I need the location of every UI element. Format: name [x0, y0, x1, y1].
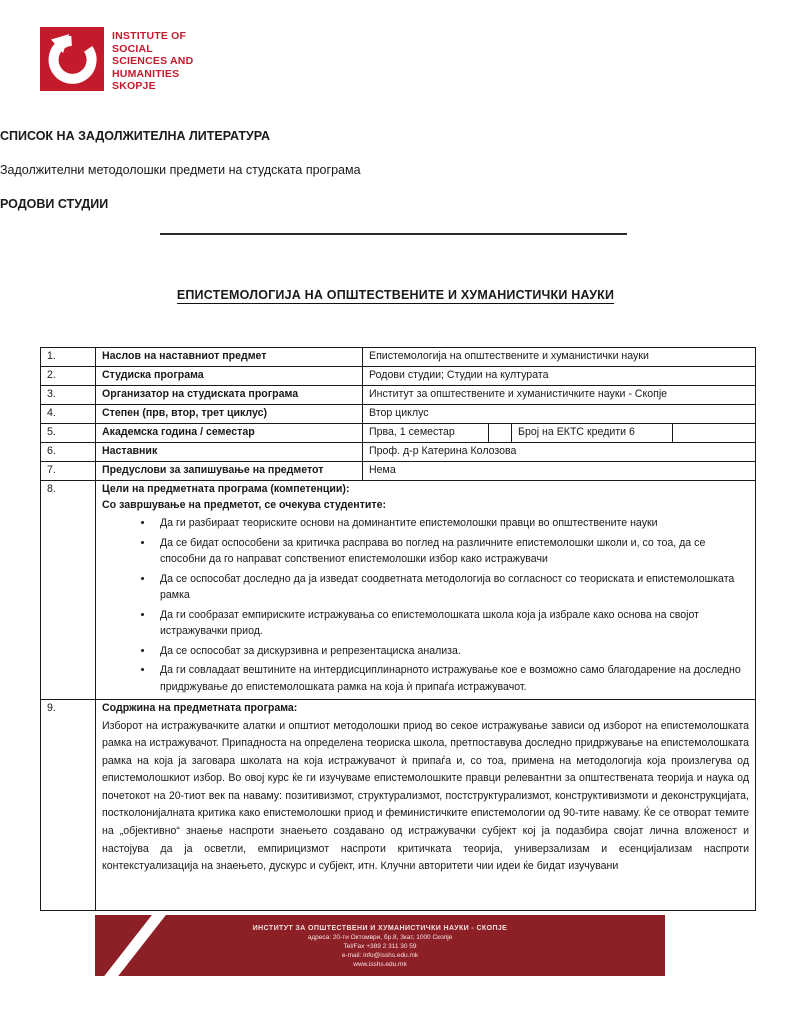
ects-credits: Број на ЕКТС кредити 6: [511, 424, 672, 442]
course-heading: [0, 286, 791, 304]
row-number: 1.: [41, 348, 96, 367]
table-row: [41, 386, 756, 405]
row-label: Организатор на студиската програма: [96, 386, 363, 405]
document-subtitle: Задолжителни методолошки предмети на студската програма: [0, 163, 361, 177]
logo-swoosh-icon: [40, 27, 104, 91]
goals-intro: Со завршување на предметот, се очекува студентите:: [102, 498, 387, 511]
row-label: Наслов на наставниот предмет: [96, 348, 363, 367]
footer-institute-name: ИНСТИТУТ ЗА ОПШТЕСТВЕНИ И ХУМАНИСТИЧКИ НАУКИ - СКОПЈЕ: [252, 925, 508, 932]
logo-line: SOCIAL: [112, 42, 153, 55]
table-row: [41, 405, 756, 424]
goal-item: • Да ги сообразат емпириските истражувања со епистемолошката школа која ја избрале како основа на својот истражувачки приод.: [154, 607, 749, 640]
logo-wordmark: [112, 27, 193, 93]
row-label: Академска година / семестар: [96, 424, 363, 443]
row-value: Проф. д-р Катерина Колозова: [363, 443, 756, 462]
table-row: [41, 348, 756, 367]
goals-heading: Цели на предметната програма (компетенции):: [102, 483, 350, 495]
row-label: Наставник: [96, 443, 363, 462]
swoosh-circle-icon: [40, 27, 104, 91]
empty-cell: [672, 424, 755, 442]
empty-cell: [488, 424, 511, 442]
goal-item: • Да ги разбираат теориските основи на доминантите епистемолошки правци во општествените науки: [154, 515, 749, 532]
row-value-split: [363, 424, 756, 443]
table-row: [41, 462, 756, 481]
table-row-content: [41, 700, 756, 911]
row-number: 3.: [41, 386, 96, 405]
footer-contact-block: [95, 915, 665, 969]
footer-banner: [95, 915, 665, 976]
row-label: Студиска програма: [96, 367, 363, 386]
row-number: 9.: [41, 700, 96, 911]
row-value: Родови студии; Студии на културата: [363, 367, 756, 386]
goals-list: [102, 515, 749, 695]
horizontal-divider: [160, 233, 627, 235]
row-number: 7.: [41, 462, 96, 481]
footer-address: адреса: 20-ти Октомври, бр.8, 3кат, 1000 Скопје: [307, 934, 453, 941]
content-heading: Содржина на предметната програма:: [102, 702, 298, 714]
goal-item: • Да ги совладаат вештините на интердисциплинарното истражување кое е возможно само благодарение на доследно придржување до епистемолошката рамка на која ѝ припаѓа истражувачот.: [154, 662, 749, 695]
logo-line: HUMANITIES: [112, 67, 180, 80]
row-value: Институт за општествените и хуманистичките науки - Скопје: [363, 386, 756, 405]
program-title: РОДОВИ СТУДИИ: [0, 197, 109, 211]
document-title: СПИСОК НА ЗАДОЛЖИТЕЛНА ЛИТЕРАТУРА: [0, 129, 271, 143]
goal-item: • Да се бидат оспособени за критичка расправа во поглед на различните епистемолошки школи и, со тоа, да се способни да го направат сопствениот епистемолошки избор како истражувачи: [154, 535, 749, 568]
footer-email: e-mail: info@isshs.edu.mk: [341, 952, 419, 959]
goal-item: • Да се оспособат доследно да ја изведат соодветната методологија во согласност со теориската и епистемолошката рамка: [154, 571, 749, 604]
content-cell: [96, 700, 756, 911]
row-value: Втор циклус: [363, 405, 756, 424]
course-heading-text: ЕПИСТЕМОЛОГИЈА НА ОПШТЕСТВЕНИТЕ И ХУМАНИСТИЧКИ НАУКИ: [176, 288, 615, 302]
logo-line: SCIENCES AND: [112, 55, 194, 67]
goals-cell: [96, 481, 756, 700]
table-row: [41, 424, 756, 443]
row-number: 4.: [41, 405, 96, 424]
goal-item: • Да се оспособат за дискурзивна и репрезентациска анализа.: [154, 643, 749, 660]
row-label: Предуслови за запишување на предметот: [96, 462, 363, 481]
semester-value: Прва, 1 семестар: [369, 426, 455, 438]
table-row-goals: [41, 481, 756, 700]
table-row: [41, 367, 756, 386]
row-number: 6.: [41, 443, 96, 462]
institute-logo: [40, 27, 193, 93]
table-row: [41, 443, 756, 462]
course-info-table: [40, 347, 756, 911]
logo-line: INSTITUTE OF: [112, 30, 187, 42]
footer-website: www.isshs.edu.mk: [353, 961, 407, 968]
row-number: 2.: [41, 367, 96, 386]
row-number: 5.: [41, 424, 96, 443]
logo-line: SKOPJE: [112, 80, 156, 92]
content-body: Изборот на истражувачките алатки и општиот методолошки приод во секое истражување зависи од изборот на епистемолошката рамка на истражувачот. Припадноста на определена теориска школа, претпоставува доследно придржување на епистемолошката рамка на која ја заговара школата на која истражувачот ѝ припаѓа и, со тоа, примена на методологија која произлегува од епистемолошкиот избор. Во овој курс ќе ги изучуваме епистемолошките правци релевантни за општествената теорија и наука од почетокот на 20-тиот век па наваму: позитивизмот, структурализмот, постструктурализмот, конструктивизмоти и деконструкцијата, постколонијалната критика како епистемолошки приод и феминистичките епистемологии од 90-тите наваму. Ќе се отворат темите на „објективно“ знаење наспроти знаењето создавано од истражувачки субјект кој ја подазбира својат лична вложеност и настојува да ја осветли, емпирицизмот наспроти критичката теорија, универзализам и есенцијализам наспроти контекстуализација на знаењето, дускурс и субјект, итн. Клучни авторитети чии идеи ќе бидат изучувани: [102, 719, 749, 873]
row-value: Епистемологија на општествените и хуманистички науки: [363, 348, 756, 367]
row-label: Степен (прв, втор, трет циклус): [96, 405, 363, 424]
row-number: 8.: [41, 481, 96, 700]
row-value: Нема: [363, 462, 756, 481]
footer-phone: Tel/Fax +389 2 311 30 59: [343, 943, 417, 950]
